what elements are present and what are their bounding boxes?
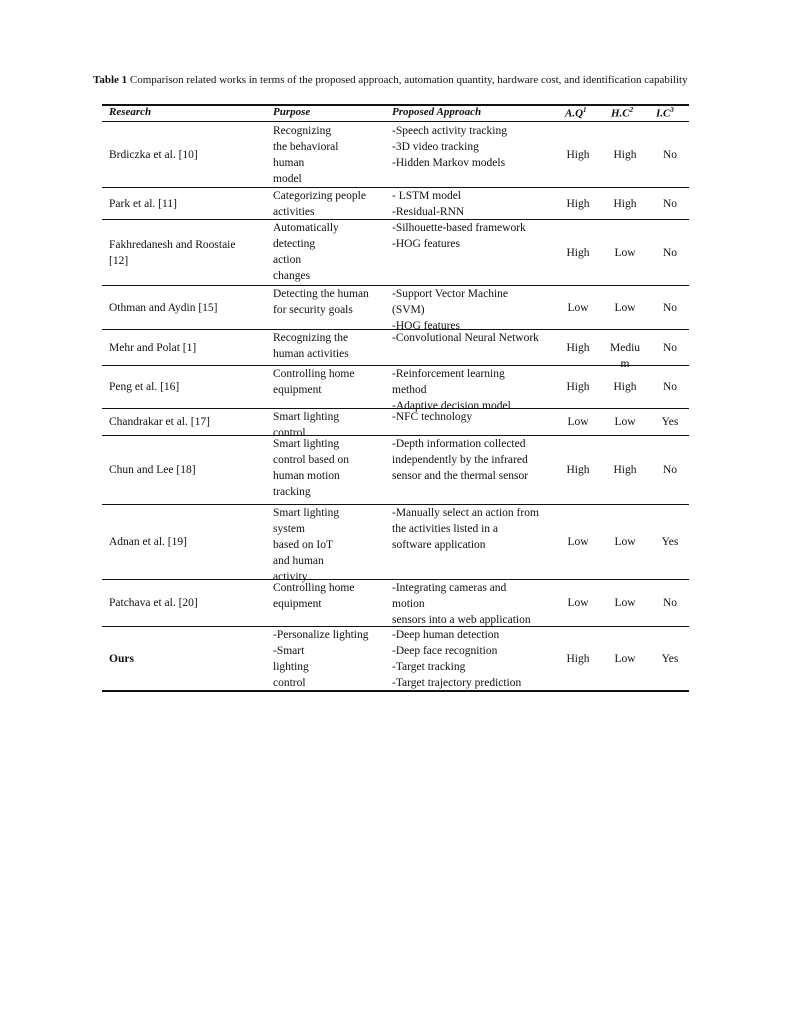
cell-approach bbox=[392, 220, 562, 252]
cell-research bbox=[109, 462, 269, 478]
cell-research bbox=[109, 147, 269, 163]
cell-line: Peng et al. [16] bbox=[109, 381, 180, 393]
header-rule bbox=[102, 121, 689, 122]
cell-hc: Low bbox=[614, 416, 636, 428]
cell-approach bbox=[392, 286, 562, 334]
cell-hc: Low bbox=[614, 653, 636, 665]
table-row bbox=[102, 436, 689, 504]
cell-line: control bbox=[273, 427, 306, 439]
cell-line: High bbox=[566, 149, 590, 161]
cell-line: activity bbox=[273, 571, 308, 583]
header-research: Research bbox=[109, 106, 152, 118]
table-row bbox=[102, 505, 689, 583]
cell-line: High bbox=[566, 381, 590, 393]
cell-line: High bbox=[566, 653, 590, 665]
header-aq-sup: 1 bbox=[583, 106, 587, 114]
cell-ic bbox=[651, 651, 689, 667]
cell-purpose bbox=[273, 627, 388, 691]
cell-line: independently by the infrared bbox=[392, 454, 528, 466]
cell-line: Controlling home bbox=[273, 582, 355, 594]
cell-approach bbox=[392, 627, 562, 691]
cell-ic bbox=[651, 245, 689, 261]
cell-aq bbox=[557, 462, 599, 478]
header-hc bbox=[611, 106, 633, 120]
cell-approach bbox=[392, 330, 562, 346]
table-row bbox=[102, 286, 689, 332]
cell-aq bbox=[557, 595, 599, 611]
cell-research bbox=[109, 300, 269, 316]
table-row bbox=[102, 188, 689, 219]
cell-line: tracking bbox=[273, 486, 311, 498]
cell-line: equipment bbox=[273, 384, 322, 396]
cell-purpose bbox=[273, 123, 388, 187]
cell-purpose bbox=[273, 330, 388, 362]
cell-aq bbox=[557, 300, 599, 316]
cell-line: the activities listed in a bbox=[392, 523, 499, 535]
cell-line: Recognizing the bbox=[273, 332, 349, 344]
cell-research bbox=[109, 595, 269, 611]
cell-research bbox=[109, 237, 269, 269]
cell-line: activities bbox=[273, 206, 315, 218]
cell-aq bbox=[557, 340, 599, 356]
cell-line: Recognizing bbox=[273, 125, 332, 137]
cell-line: -Residual-RNN bbox=[392, 206, 465, 218]
cell-line: Smart lighting bbox=[273, 507, 340, 519]
cell-line: Chun and Lee [18] bbox=[109, 464, 196, 476]
cell-line: -Depth information collected bbox=[392, 438, 526, 450]
cell-hc: High bbox=[613, 381, 637, 393]
header-ic bbox=[656, 106, 674, 120]
cell-line: Low bbox=[567, 301, 589, 314]
cell-line: and human bbox=[273, 555, 324, 567]
cell-purpose bbox=[273, 188, 388, 220]
cell-line: -Target tracking bbox=[392, 661, 466, 673]
cell-approach bbox=[392, 123, 562, 171]
cell-line: -Silhouette-based framework bbox=[392, 222, 526, 234]
cell-ic bbox=[651, 595, 689, 611]
table-row bbox=[102, 366, 689, 412]
cell-line: lighting bbox=[273, 661, 309, 673]
cell-line: Park et al. [11] bbox=[109, 197, 177, 210]
cell-line: -NFC technology bbox=[392, 411, 473, 423]
cell-line: -Hidden Markov models bbox=[392, 157, 506, 169]
cell-approach bbox=[392, 366, 562, 414]
cell-aq bbox=[557, 196, 599, 212]
cell-line: -Deep face recognition bbox=[392, 645, 498, 657]
cell-line: human activities bbox=[273, 348, 349, 360]
cell-line: Adnan et al. [19] bbox=[109, 536, 187, 548]
cell-line: control bbox=[273, 677, 306, 689]
cell-line: Fakhredanesh and Roostaie bbox=[109, 238, 236, 251]
cell-aq bbox=[557, 147, 599, 163]
header-aq bbox=[565, 106, 587, 120]
cell-hc: Low bbox=[614, 536, 636, 548]
cell-purpose bbox=[273, 286, 388, 318]
cell-line: for security goals bbox=[273, 304, 353, 316]
cell-line: the behavioral bbox=[273, 141, 339, 153]
cell-line: method bbox=[392, 384, 427, 396]
cell-line: - LSTM model bbox=[392, 190, 461, 202]
cell-line: equipment bbox=[273, 598, 322, 610]
cell-line: Low bbox=[567, 597, 589, 609]
cell-line: Low bbox=[567, 536, 589, 548]
cell-line: No bbox=[662, 597, 678, 609]
header-approach: Proposed Approach bbox=[392, 106, 482, 118]
cell-research bbox=[109, 414, 269, 430]
cell-line: -Speech activity tracking bbox=[392, 125, 507, 137]
cell-line: -Integrating cameras and bbox=[392, 582, 507, 594]
cell-line: sensors into a web application bbox=[392, 614, 531, 626]
cell-line: No bbox=[662, 341, 678, 354]
cell-purpose bbox=[273, 220, 388, 284]
table-caption-text: Comparison related works in terms of the proposed approach, automation quantity, hardware cost, and identification capability bbox=[127, 74, 688, 86]
cell-line: Ours bbox=[109, 653, 134, 665]
cell-hc: Mediu m bbox=[610, 341, 641, 370]
cell-line: human motion bbox=[273, 470, 340, 482]
cell-line: (SVM) bbox=[392, 304, 425, 316]
cell-ic bbox=[651, 414, 689, 430]
cell-line: -Smart bbox=[273, 645, 305, 657]
cell-research bbox=[109, 379, 269, 395]
cell-line: based on IoT bbox=[273, 539, 334, 551]
cell-purpose bbox=[273, 436, 388, 500]
cell-research bbox=[109, 340, 269, 356]
cell-research bbox=[109, 196, 269, 212]
cell-line: No bbox=[662, 381, 678, 393]
cell-aq bbox=[557, 379, 599, 395]
cell-aq bbox=[557, 534, 599, 550]
cell-line: motion bbox=[392, 598, 425, 610]
cell-hc: High bbox=[613, 197, 637, 210]
header-ic-sup: 3 bbox=[670, 106, 674, 114]
table-row bbox=[102, 627, 689, 691]
cell-line: Smart lighting bbox=[273, 438, 340, 450]
cell-line: -Manually select an action from bbox=[392, 507, 539, 519]
cell-hc: High bbox=[613, 149, 637, 161]
cell-line: -Target trajectory prediction bbox=[392, 677, 522, 689]
cell-line: High bbox=[566, 246, 590, 259]
cell-hc: Low bbox=[614, 597, 636, 609]
cell-purpose bbox=[273, 505, 388, 585]
cell-line: action bbox=[273, 254, 302, 266]
header-hc-sup: 2 bbox=[629, 106, 634, 114]
cell-line: Controlling home bbox=[273, 368, 355, 380]
cell-approach bbox=[392, 409, 562, 425]
header-aq-label: A.Q bbox=[565, 107, 584, 120]
cell-line: Patchava et al. [20] bbox=[109, 597, 198, 609]
cell-line: Detecting the human bbox=[273, 288, 369, 300]
table-row bbox=[102, 123, 689, 187]
cell-research bbox=[109, 651, 269, 667]
cell-ic bbox=[651, 300, 689, 316]
cell-line: Brdiczka et al. [10] bbox=[109, 149, 198, 161]
cell-ic bbox=[651, 196, 689, 212]
cell-line: Categorizing people bbox=[273, 190, 366, 202]
cell-line: High bbox=[566, 341, 590, 354]
cell-aq bbox=[557, 651, 599, 667]
cell-line: Low bbox=[567, 416, 589, 428]
cell-line: -3D video tracking bbox=[392, 141, 479, 153]
cell-line: No bbox=[662, 246, 678, 259]
cell-approach bbox=[392, 436, 562, 484]
cell-line: -Personalize lighting bbox=[273, 629, 369, 641]
cell-purpose bbox=[273, 580, 388, 612]
table-row bbox=[102, 580, 689, 626]
cell-approach bbox=[392, 505, 562, 553]
cell-ic bbox=[651, 379, 689, 395]
cell-line: -HOG features bbox=[392, 238, 461, 250]
cell-ic bbox=[651, 462, 689, 478]
cell-line: -HOG features bbox=[392, 320, 461, 332]
cell-line: No bbox=[662, 197, 678, 210]
cell-ic bbox=[651, 147, 689, 163]
cell-line: control based on bbox=[273, 454, 350, 466]
cell-line: human bbox=[273, 157, 305, 169]
cell-line: detecting bbox=[273, 238, 316, 250]
cell-line: No bbox=[662, 149, 678, 161]
cell-line: Smart lighting bbox=[273, 411, 340, 423]
cell-line: sensor and the thermal sensor bbox=[392, 470, 529, 482]
cell-aq bbox=[557, 245, 599, 261]
cell-approach bbox=[392, 580, 562, 628]
cell-ic bbox=[651, 340, 689, 356]
table-caption bbox=[93, 74, 693, 87]
cell-line: Mehr and Polat [1] bbox=[109, 341, 197, 354]
table-row bbox=[102, 330, 689, 370]
cell-line: -Support Vector Machine bbox=[392, 288, 509, 300]
cell-hc: High bbox=[613, 464, 637, 476]
table-label: Table 1 bbox=[93, 74, 128, 86]
cell-line: -Adaptive decision model bbox=[392, 400, 511, 412]
cell-line: Yes bbox=[661, 536, 679, 548]
cell-line: High bbox=[566, 197, 590, 210]
cell-line: [12] bbox=[109, 254, 129, 267]
cell-line: Automatically bbox=[273, 222, 339, 234]
cell-aq bbox=[557, 414, 599, 430]
table-row bbox=[102, 409, 689, 439]
cell-hc: Low bbox=[614, 246, 636, 259]
cell-line: No bbox=[662, 301, 678, 314]
cell-line: High bbox=[566, 464, 590, 476]
cell-line: model bbox=[273, 173, 302, 185]
cell-line: No bbox=[662, 464, 678, 476]
cell-line: -Convolutional Neural Network bbox=[392, 332, 539, 344]
cell-line: Yes bbox=[661, 653, 679, 665]
table-row bbox=[102, 220, 689, 285]
cell-purpose bbox=[273, 366, 388, 398]
cell-research bbox=[109, 534, 269, 550]
cell-line: -Reinforcement learning bbox=[392, 368, 505, 380]
cell-line: -Deep human detection bbox=[392, 629, 500, 641]
cell-approach bbox=[392, 188, 562, 220]
header-purpose: Purpose bbox=[273, 106, 311, 118]
header-hc-label: H.C bbox=[611, 107, 630, 120]
cell-line: Chandrakar et al. [17] bbox=[109, 416, 210, 428]
cell-line: Othman and Aydin [15] bbox=[109, 301, 218, 314]
header-ic-label: I.C bbox=[656, 107, 671, 120]
cell-line: Yes bbox=[661, 416, 679, 428]
cell-hc: Low bbox=[614, 301, 636, 314]
cell-line: software application bbox=[392, 539, 486, 551]
cell-line: changes bbox=[273, 270, 311, 282]
cell-line: system bbox=[273, 523, 305, 535]
cell-ic bbox=[651, 534, 689, 550]
